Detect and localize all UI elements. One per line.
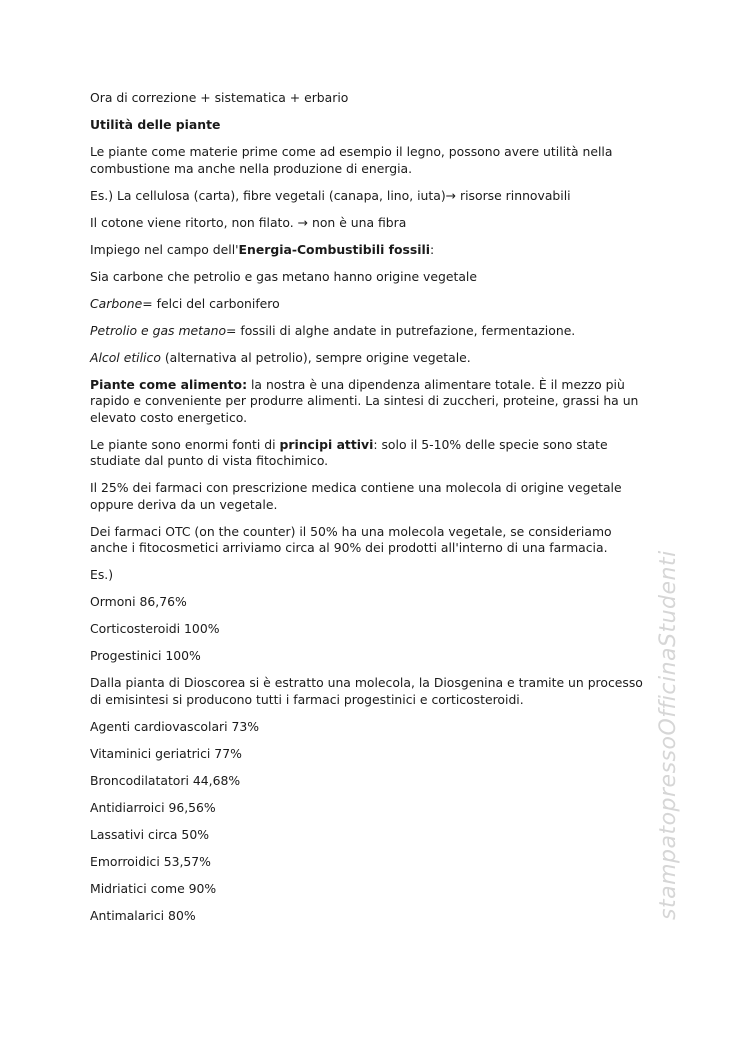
petroleum-term: Petrolio e gas metano xyxy=(90,322,227,338)
intro-line: Ora di correzione + sistematica + erbario xyxy=(90,90,349,105)
paragraph-petroleum xyxy=(90,323,650,340)
list-item-mydriatics: Midriatici come 90% xyxy=(90,880,217,896)
list-item-hemorrhoidals: Emorroidici 53,57% xyxy=(90,853,211,869)
list-item-corticosteroids: Corticosteroidi 100% xyxy=(90,621,220,636)
paragraph-raw-materials: Le piante come materie prime come ad esempio il legno, possono avere utilità nella combustione ma anche nella produzione di energia. xyxy=(90,144,613,176)
energy-suffix: : xyxy=(430,241,435,257)
coal-definition: = felci del carbonifero xyxy=(142,295,280,311)
list-item-cardiovascular: Agenti cardiovascolari 73% xyxy=(90,718,260,734)
active-term: principi attivi xyxy=(279,436,374,452)
ethanol-definition: (alternativa al petrolio), sempre origine vegetale. xyxy=(160,349,471,365)
section-heading xyxy=(90,117,650,134)
list-item-laxatives: Lassativi circa 50% xyxy=(90,826,209,842)
examples-label: Es.) xyxy=(90,567,114,582)
paragraph-dioscorea: Dalla pianta di Dioscorea si è estratto una molecola, la Diosgenina e tramite un processo di emisintesi si producono tutti i farmaci progestinici e corticosteroidi. xyxy=(90,675,643,707)
energy-prefix: Impiego nel campo dell' xyxy=(90,241,239,257)
petroleum-definition: = fossili di alghe andate in putrefazione, fermentazione. xyxy=(226,322,576,338)
energy-term: Energia-Combustibili fossili xyxy=(238,241,431,257)
ethanol-term: Alcol etilico xyxy=(90,349,161,365)
active-prefix: Le piante sono enormi fonti di xyxy=(90,436,280,452)
paragraph-active-principles xyxy=(90,437,650,470)
paragraph-food xyxy=(90,377,650,427)
list-item-hormones: Ormoni 86,76% xyxy=(90,594,187,609)
food-definition: la nostra è una dipendenza alimentare totale. È il mezzo più rapido e conveniente per produrre alimenti. La sintesi di zuccheri, proteine, grassi ha un elevato costo energetico. xyxy=(90,376,639,425)
list-item-antimalarials: Antimalarici 80% xyxy=(90,907,196,923)
active-suffix: : solo il 5-10% delle specie sono state studiate dal punto di vista fitochimico. xyxy=(90,436,608,468)
list-item-bronchodilators: Broncodilatatori 44,68% xyxy=(90,772,241,788)
list-item-progestins: Progestinici 100% xyxy=(90,648,201,663)
coal-term: Carbone xyxy=(90,295,143,311)
food-term: Piante come alimento: xyxy=(90,376,248,392)
paragraph-coal xyxy=(90,296,650,313)
paragraph-ethanol xyxy=(90,350,650,367)
paragraph-cotton: Il cotone viene ritorto, non filato. → non è una fibra xyxy=(90,214,407,230)
heading-text: Utilità delle piante xyxy=(90,117,221,132)
paragraph-energy xyxy=(90,242,650,259)
paragraph-cellulose: Es.) La cellulosa (carta), fibre vegetali (canapa, lino, iuta)→ risorse rinnovabili xyxy=(90,187,571,203)
paragraph-prescription: Il 25% dei farmaci con prescrizione medica contiene una molecola di origine vegetale oppure deriva da un vegetale. xyxy=(90,480,622,512)
paragraph-fossil-origin: Sia carbone che petrolio e gas metano hanno origine vegetale xyxy=(90,268,477,284)
list-item-antidiarrheals: Antidiarroici 96,56% xyxy=(90,799,216,815)
list-item-vitamins: Vitaminici geriatrici 77% xyxy=(90,745,242,761)
paragraph-otc: Dei farmaci OTC (on the counter) il 50% ha una molecola vegetale, se consideriamo anche i fitocosmetici arriviamo circa al 90% dei prodotti all'interno di una farmacia. xyxy=(90,523,612,555)
document-body xyxy=(90,90,650,935)
watermark: stampatopressoOfficinaStudenti xyxy=(656,550,681,920)
